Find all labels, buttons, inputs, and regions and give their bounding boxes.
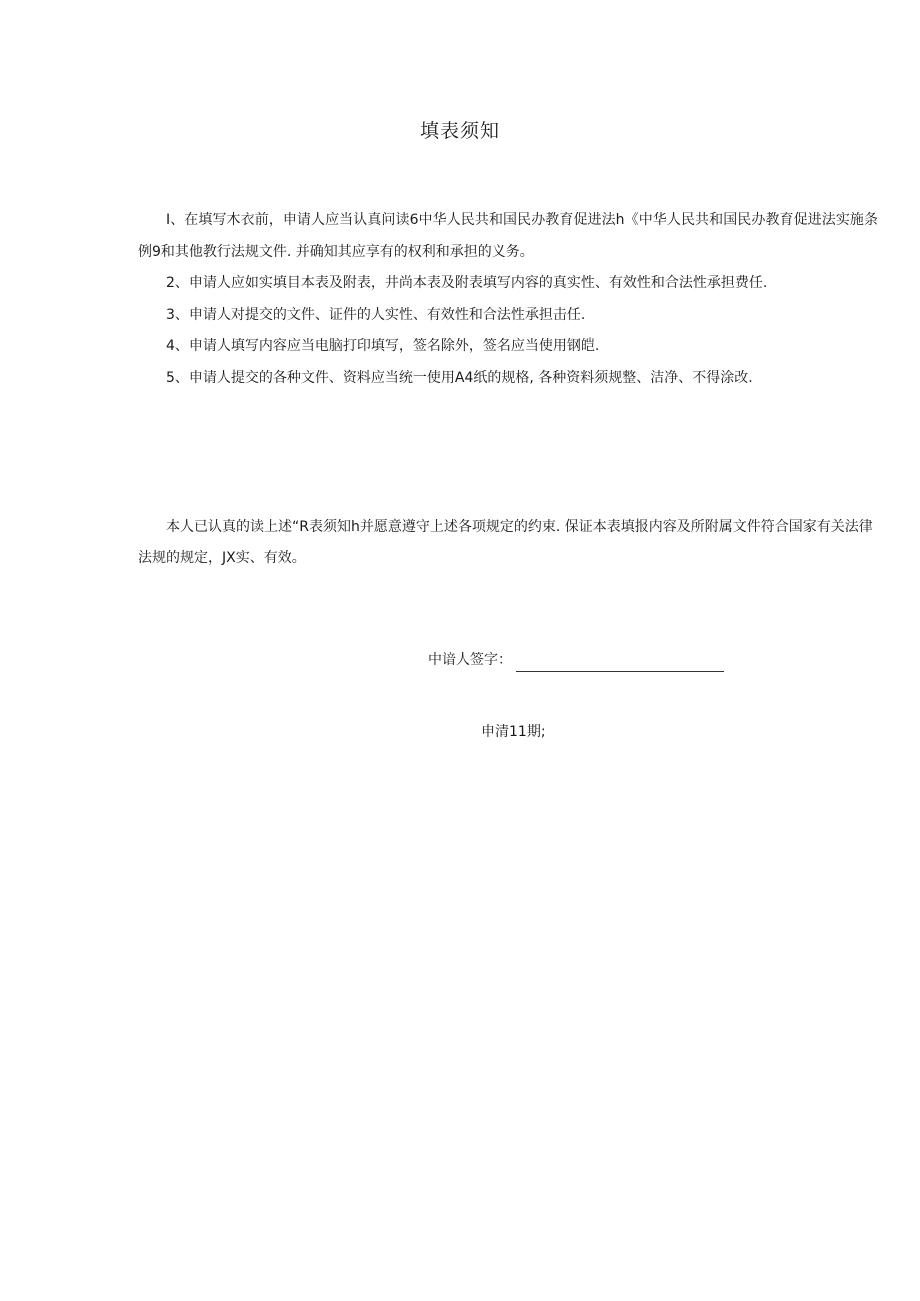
notice-item-5: 5、申请人提交的各种文件、资料应当统一使用A4纸的规格, 各种资料须规整、洁净、不得涂改. [166,369,753,386]
date-row [481,720,546,744]
notice-list [138,205,878,394]
page-title: 填表须知 [419,120,500,142]
signature-label: 中谙人签字： [428,652,512,668]
declaration-text: 本人已认真的读上述“R表须知h并愿意遵守上述各项规定的约束. 保证本表填报内容及所附属文件符合国家有关法律法规的规定，JX实、有效。 [138,519,873,566]
notice-item-1: I、在填写木衣前，申请人应当认真问读6中华人民共和国民办教育促进法h《中华人民共和国民办教育促进法实施条例9和其他教行法规文件. 并确知其应享有的权利和承担的义务。 [138,212,878,260]
declaration [138,512,878,574]
signature-row [428,648,724,672]
date-label: 申清11期; [481,724,546,740]
notice-item-2: 2、申请人应如实填目本表及附表，井尚本表及附表填写内容的真实性、有效性和合法性承担费任. [166,275,768,291]
signature-line[interactable] [516,655,724,672]
notice-item-4: 4、申请人填写内容应当电脑打印填写，签名除外，签名应当使用钢皑. [166,338,600,354]
notice-item-3: 3、申请人对提交的文件、证件的人实性、有效性和合法性承担击任. [166,306,586,323]
